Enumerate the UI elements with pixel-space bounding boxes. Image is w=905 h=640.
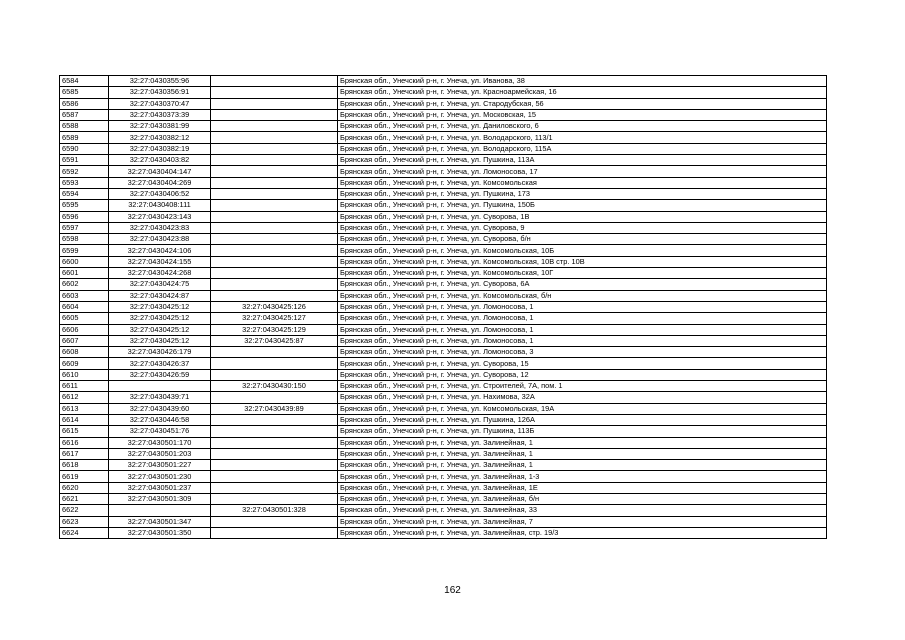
cadastral-number-cell: 32:27:0430370:47 [109, 98, 211, 109]
cadastral-number-cell: 32:27:0430501:230 [109, 471, 211, 482]
table-row [60, 155, 827, 166]
cadastral-number-cell: 32:27:0430424:87 [109, 290, 211, 301]
cadastral-number-cell: 32:27:0430381:99 [109, 121, 211, 132]
row-number-cell: 6584 [60, 76, 109, 87]
table-row [60, 505, 827, 516]
address-cell: Брянская обл., Унечский р-н, г. Унеча, ул. Залинейная, 7 [338, 516, 827, 527]
row-number-cell: 6587 [60, 109, 109, 120]
cadastral-number-cell: 32:27:0430382:12 [109, 132, 211, 143]
row-number-cell: 6623 [60, 516, 109, 527]
cadastral-number-cell: 32:27:0430423:88 [109, 234, 211, 245]
related-cadastral-number-cell [211, 188, 338, 199]
table-row [60, 177, 827, 188]
table-row [60, 335, 827, 346]
address-cell: Брянская обл., Унечский р-н, г. Унеча, ул. Ломоносова, 1 [338, 313, 827, 324]
address-cell: Брянская обл., Унечский р-н, г. Унеча, ул. Залинейная, 1-3 [338, 471, 827, 482]
table-row [60, 166, 827, 177]
cadastral-number-cell: 32:27:0430451:76 [109, 426, 211, 437]
address-cell: Брянская обл., Унечский р-н, г. Унеча, ул. Комсомольская, 19А [338, 403, 827, 414]
cadastral-number-cell: 32:27:0430403:82 [109, 155, 211, 166]
address-cell: Брянская обл., Унечский р-н, г. Унеча, ул. Комсомольская, 10Г [338, 268, 827, 279]
cadastral-number-cell: 32:27:0430501:309 [109, 493, 211, 504]
related-cadastral-number-cell [211, 460, 338, 471]
table-row [60, 313, 827, 324]
row-number-cell: 6603 [60, 290, 109, 301]
address-cell: Брянская обл., Унечский р-н, г. Унеча, ул. Залинейная, 1Е [338, 482, 827, 493]
cadastral-number-cell: 32:27:0430446:58 [109, 414, 211, 425]
related-cadastral-number-cell: 32:27:0430425:127 [211, 313, 338, 324]
cadastral-number-cell: 32:27:0430373:39 [109, 109, 211, 120]
table-row [60, 414, 827, 425]
cadastral-number-cell: 32:27:0430426:59 [109, 369, 211, 380]
table-row [60, 460, 827, 471]
table-row [60, 290, 827, 301]
related-cadastral-number-cell [211, 392, 338, 403]
table-row [60, 98, 827, 109]
row-number-cell: 6592 [60, 166, 109, 177]
table-row [60, 448, 827, 459]
row-number-cell: 6585 [60, 87, 109, 98]
related-cadastral-number-cell: 32:27:0430425:87 [211, 335, 338, 346]
row-number-cell: 6615 [60, 426, 109, 437]
related-cadastral-number-cell [211, 177, 338, 188]
related-cadastral-number-cell [211, 98, 338, 109]
cadastral-number-cell: 32:27:0430406:52 [109, 188, 211, 199]
address-cell: Брянская обл., Унечский р-н, г. Унеча, ул. Суворова, 1В [338, 211, 827, 222]
address-cell: Брянская обл., Унечский р-н, г. Унеча, ул. Суворова, б/н [338, 234, 827, 245]
row-number-cell: 6600 [60, 256, 109, 267]
row-number-cell: 6608 [60, 347, 109, 358]
row-number-cell: 6590 [60, 143, 109, 154]
address-cell: Брянская обл., Унечский р-н, г. Унеча, ул. Залинейная, 33 [338, 505, 827, 516]
table-row [60, 279, 827, 290]
related-cadastral-number-cell: 32:27:0430425:126 [211, 301, 338, 312]
row-number-cell: 6594 [60, 188, 109, 199]
related-cadastral-number-cell [211, 200, 338, 211]
address-cell: Брянская обл., Унечский р-н, г. Унеча, ул. Московская, 15 [338, 109, 827, 120]
table-row [60, 256, 827, 267]
related-cadastral-number-cell [211, 109, 338, 120]
row-number-cell: 6610 [60, 369, 109, 380]
row-number-cell: 6624 [60, 527, 109, 538]
related-cadastral-number-cell [211, 143, 338, 154]
table-row [60, 324, 827, 335]
cadastral-number-cell: 32:27:0430356:91 [109, 87, 211, 98]
cadastral-number-cell: 32:27:0430404:147 [109, 166, 211, 177]
row-number-cell: 6613 [60, 403, 109, 414]
page-number: 162 [444, 585, 461, 596]
cadastral-number-cell: 32:27:0430425:12 [109, 335, 211, 346]
related-cadastral-number-cell [211, 369, 338, 380]
row-number-cell: 6621 [60, 493, 109, 504]
table-row [60, 358, 827, 369]
cadastral-number-cell: 32:27:0430404:269 [109, 177, 211, 188]
address-cell: Брянская обл., Унечский р-н, г. Унеча, ул. Комсомольская [338, 177, 827, 188]
cadastral-number-cell: 32:27:0430425:12 [109, 324, 211, 335]
cadastral-number-cell: 32:27:0430424:75 [109, 279, 211, 290]
related-cadastral-number-cell [211, 414, 338, 425]
row-number-cell: 6614 [60, 414, 109, 425]
cadastral-number-cell: 32:27:0430501:203 [109, 448, 211, 459]
cadastral-number-cell: 32:27:0430425:12 [109, 301, 211, 312]
registry-table-body [60, 76, 827, 539]
address-cell: Брянская обл., Унечский р-н, г. Унеча, ул. Залинейная, б/н [338, 493, 827, 504]
row-number-cell: 6605 [60, 313, 109, 324]
address-cell: Брянская обл., Унечский р-н, г. Унеча, ул. Ломоносова, 1 [338, 324, 827, 335]
cadastral-number-cell: 32:27:0430501:170 [109, 437, 211, 448]
table-row [60, 493, 827, 504]
related-cadastral-number-cell [211, 132, 338, 143]
related-cadastral-number-cell [211, 279, 338, 290]
address-cell: Брянская обл., Унечский р-н, г. Унеча, ул. Комсомольская, б/н [338, 290, 827, 301]
related-cadastral-number-cell [211, 222, 338, 233]
address-cell: Брянская обл., Унечский р-н, г. Унеча, ул. Суворова, 15 [338, 358, 827, 369]
related-cadastral-number-cell [211, 121, 338, 132]
row-number-cell: 6593 [60, 177, 109, 188]
address-cell: Брянская обл., Унечский р-н, г. Унеча, ул. Залинейная, 1 [338, 448, 827, 459]
table-row [60, 76, 827, 87]
address-cell: Брянская обл., Унечский р-н, г. Унеча, ул. Красноармейская, 16 [338, 87, 827, 98]
cadastral-number-cell: 32:27:0430501:237 [109, 482, 211, 493]
cadastral-number-cell [109, 381, 211, 392]
address-cell: Брянская обл., Унечский р-н, г. Унеча, ул. Залинейная, 1 [338, 460, 827, 471]
related-cadastral-number-cell [211, 234, 338, 245]
row-number-cell: 6616 [60, 437, 109, 448]
row-number-cell: 6596 [60, 211, 109, 222]
row-number-cell: 6618 [60, 460, 109, 471]
row-number-cell: 6586 [60, 98, 109, 109]
related-cadastral-number-cell [211, 493, 338, 504]
table-row [60, 222, 827, 233]
table-row [60, 381, 827, 392]
table-row [60, 143, 827, 154]
cadastral-number-cell [109, 505, 211, 516]
table-row [60, 234, 827, 245]
table-row [60, 188, 827, 199]
row-number-cell: 6617 [60, 448, 109, 459]
related-cadastral-number-cell [211, 87, 338, 98]
address-cell: Брянская обл., Унечский р-н, г. Унеча, ул. Суворова, 6А [338, 279, 827, 290]
address-cell: Брянская обл., Унечский р-н, г. Унеча, ул. Пушкина, 113А [338, 155, 827, 166]
table-row [60, 109, 827, 120]
row-number-cell: 6597 [60, 222, 109, 233]
table-row [60, 301, 827, 312]
table-row [60, 516, 827, 527]
related-cadastral-number-cell [211, 155, 338, 166]
related-cadastral-number-cell: 32:27:0430425:129 [211, 324, 338, 335]
related-cadastral-number-cell: 32:27:0430439:89 [211, 403, 338, 414]
address-cell: Брянская обл., Унечский р-н, г. Унеча, ул. Суворова, 12 [338, 369, 827, 380]
cadastral-number-cell: 32:27:0430501:350 [109, 527, 211, 538]
address-cell: Брянская обл., Унечский р-н, г. Унеча, ул. Залинейная, стр. 19/3 [338, 527, 827, 538]
row-number-cell: 6601 [60, 268, 109, 279]
related-cadastral-number-cell [211, 76, 338, 87]
row-number-cell: 6607 [60, 335, 109, 346]
row-number-cell: 6604 [60, 301, 109, 312]
related-cadastral-number-cell [211, 516, 338, 527]
row-number-cell: 6602 [60, 279, 109, 290]
related-cadastral-number-cell [211, 268, 338, 279]
address-cell: Брянская обл., Унечский р-н, г. Унеча, ул. Пушкина, 126А [338, 414, 827, 425]
table-row [60, 403, 827, 414]
address-cell: Брянская обл., Унечский р-н, г. Унеча, ул. Комсомольская, 10В стр. 10В [338, 256, 827, 267]
cadastral-number-cell: 32:27:0430439:60 [109, 403, 211, 414]
table-row [60, 211, 827, 222]
address-cell: Брянская обл., Унечский р-н, г. Унеча, ул. Ломоносова, 3 [338, 347, 827, 358]
address-cell: Брянская обл., Унечский р-н, г. Унеча, ул. Пушкина, 150Б [338, 200, 827, 211]
table-row [60, 437, 827, 448]
cadastral-number-cell: 32:27:0430426:179 [109, 347, 211, 358]
address-cell: Брянская обл., Унечский р-н, г. Унеча, ул. Ломоносова, 1 [338, 301, 827, 312]
row-number-cell: 6589 [60, 132, 109, 143]
cadastral-number-cell: 32:27:0430424:268 [109, 268, 211, 279]
related-cadastral-number-cell [211, 166, 338, 177]
address-cell: Брянская обл., Унечский р-н, г. Унеча, ул. Ломоносова, 1 [338, 335, 827, 346]
related-cadastral-number-cell [211, 482, 338, 493]
related-cadastral-number-cell [211, 471, 338, 482]
related-cadastral-number-cell [211, 358, 338, 369]
row-number-cell: 6591 [60, 155, 109, 166]
cadastral-number-cell: 32:27:0430423:83 [109, 222, 211, 233]
cadastral-number-cell: 32:27:0430425:12 [109, 313, 211, 324]
table-row [60, 268, 827, 279]
related-cadastral-number-cell: 32:27:0430501:328 [211, 505, 338, 516]
cadastral-number-cell: 32:27:0430501:347 [109, 516, 211, 527]
related-cadastral-number-cell [211, 347, 338, 358]
row-number-cell: 6595 [60, 200, 109, 211]
row-number-cell: 6609 [60, 358, 109, 369]
table-row [60, 347, 827, 358]
row-number-cell: 6599 [60, 245, 109, 256]
row-number-cell: 6620 [60, 482, 109, 493]
related-cadastral-number-cell [211, 211, 338, 222]
related-cadastral-number-cell [211, 527, 338, 538]
row-number-cell: 6588 [60, 121, 109, 132]
table-row [60, 121, 827, 132]
table-row [60, 369, 827, 380]
address-cell: Брянская обл., Унечский р-н, г. Унеча, ул. Нахимова, 32А [338, 392, 827, 403]
table-row [60, 245, 827, 256]
cadastral-number-cell: 32:27:0430382:19 [109, 143, 211, 154]
address-cell: Брянская обл., Унечский р-н, г. Унеча, ул. Суворова, 9 [338, 222, 827, 233]
address-cell: Брянская обл., Унечский р-н, г. Унеча, ул. Володарского, 115А [338, 143, 827, 154]
address-cell: Брянская обл., Унечский р-н, г. Унеча, ул. Ломоносова, 17 [338, 166, 827, 177]
row-number-cell: 6612 [60, 392, 109, 403]
registry-table [59, 75, 827, 539]
related-cadastral-number-cell [211, 448, 338, 459]
related-cadastral-number-cell [211, 426, 338, 437]
table-row [60, 527, 827, 538]
row-number-cell: 6611 [60, 381, 109, 392]
cadastral-number-cell: 32:27:0430426:37 [109, 358, 211, 369]
address-cell: Брянская обл., Унечский р-н, г. Унеча, ул. Иванова, 38 [338, 76, 827, 87]
row-number-cell: 6606 [60, 324, 109, 335]
row-number-cell: 6619 [60, 471, 109, 482]
address-cell: Брянская обл., Унечский р-н, г. Унеча, ул. Строителей, 7А, пом. 1 [338, 381, 827, 392]
address-cell: Брянская обл., Унечский р-н, г. Унеча, ул. Даниловского, 6 [338, 121, 827, 132]
table-row [60, 87, 827, 98]
address-cell: Брянская обл., Унечский р-н, г. Унеча, ул. Стародубская, 56 [338, 98, 827, 109]
table-row [60, 426, 827, 437]
address-cell: Брянская обл., Унечский р-н, г. Унеча, ул. Комсомольская, 10Б [338, 245, 827, 256]
table-row [60, 132, 827, 143]
address-cell: Брянская обл., Унечский р-н, г. Унеча, ул. Пушкина, 113Б [338, 426, 827, 437]
table-row [60, 392, 827, 403]
related-cadastral-number-cell [211, 290, 338, 301]
cadastral-number-cell: 32:27:0430424:155 [109, 256, 211, 267]
table-row [60, 471, 827, 482]
related-cadastral-number-cell [211, 437, 338, 448]
cadastral-number-cell: 32:27:0430423:143 [109, 211, 211, 222]
related-cadastral-number-cell: 32:27:0430430:150 [211, 381, 338, 392]
cadastral-number-cell: 32:27:0430408:111 [109, 200, 211, 211]
related-cadastral-number-cell [211, 245, 338, 256]
cadastral-number-cell: 32:27:0430501:227 [109, 460, 211, 471]
cadastral-number-cell: 32:27:0430424:106 [109, 245, 211, 256]
address-cell: Брянская обл., Унечский р-н, г. Унеча, ул. Залинейная, 1 [338, 437, 827, 448]
row-number-cell: 6598 [60, 234, 109, 245]
address-cell: Брянская обл., Унечский р-н, г. Унеча, ул. Володарского, 113/1 [338, 132, 827, 143]
address-cell: Брянская обл., Унечский р-н, г. Унеча, ул. Пушкина, 173 [338, 188, 827, 199]
related-cadastral-number-cell [211, 256, 338, 267]
row-number-cell: 6622 [60, 505, 109, 516]
table-row [60, 482, 827, 493]
cadastral-number-cell: 32:27:0430439:71 [109, 392, 211, 403]
table-row [60, 200, 827, 211]
cadastral-number-cell: 32:27:0430355:96 [109, 76, 211, 87]
